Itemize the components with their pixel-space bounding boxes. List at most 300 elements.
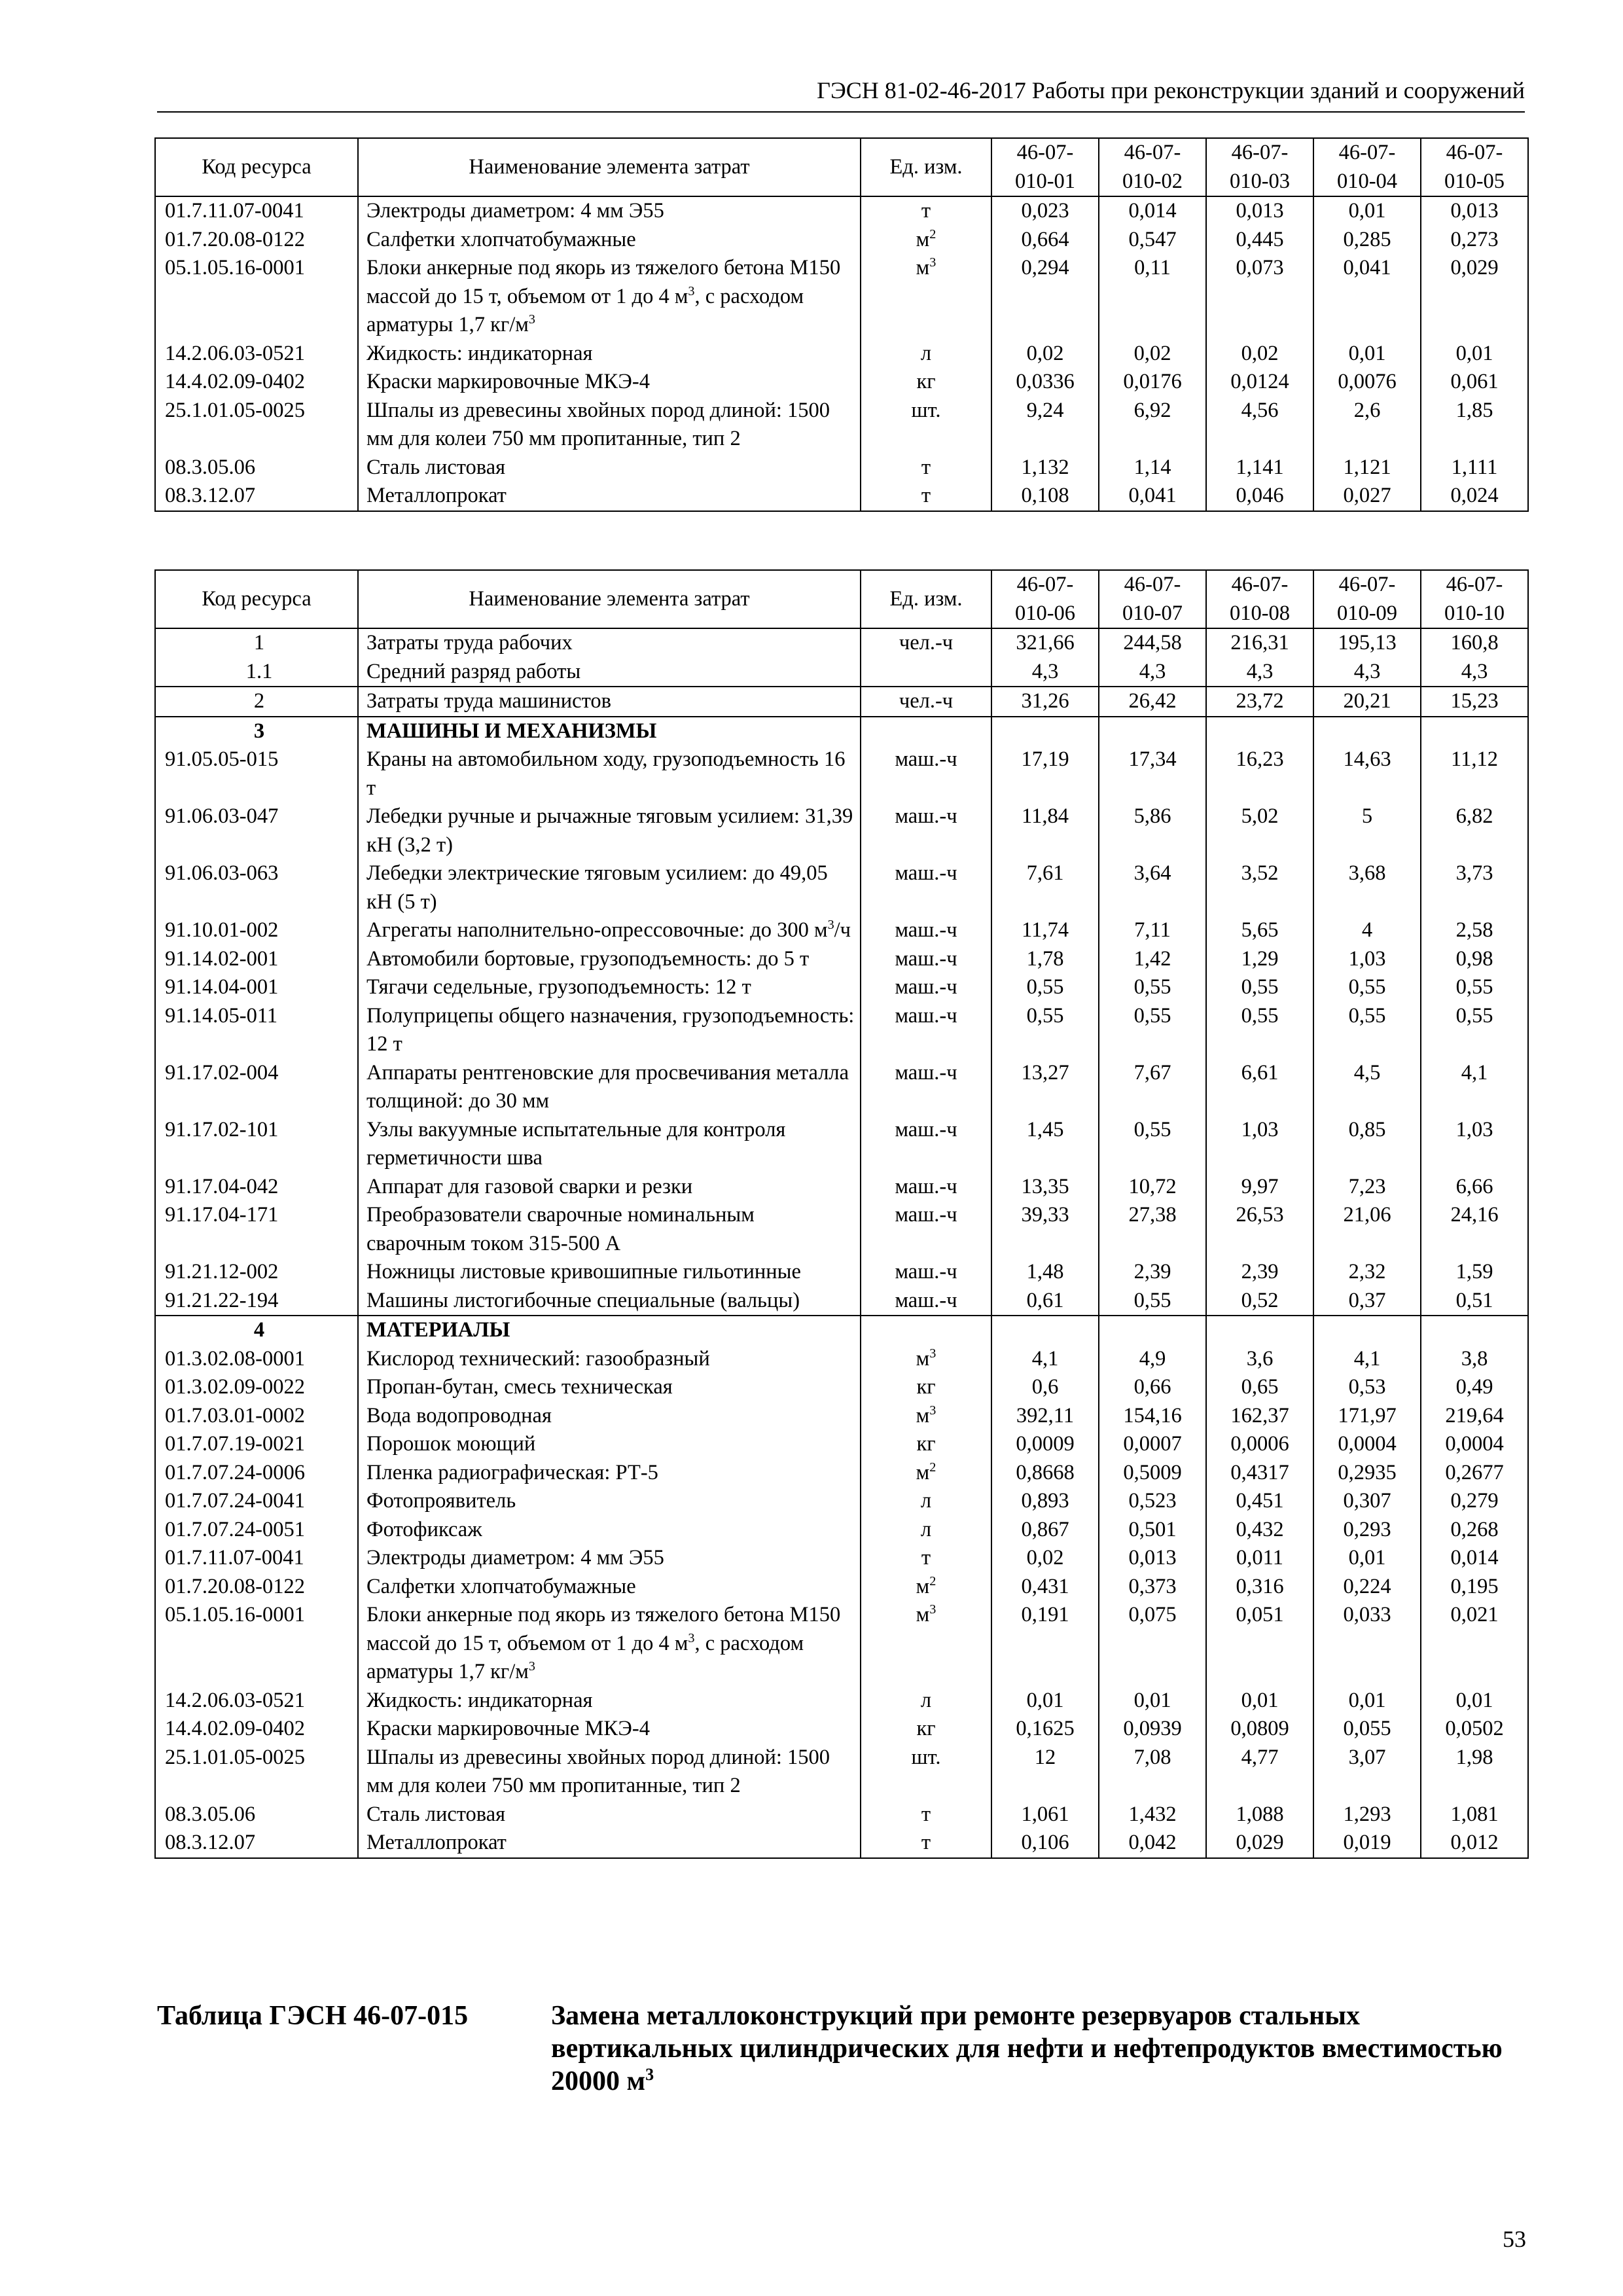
table-row [155, 340, 1528, 368]
value-cell: 1,98 [1421, 1744, 1528, 1801]
resource-code-cell: 08.3.05.06 [155, 1801, 358, 1829]
value-cell: 1,14 [1099, 454, 1206, 482]
resource-code-cell: 1.1 [155, 658, 358, 687]
value-cell: 1,45 [991, 1116, 1099, 1173]
resource-code-cell: 01.7.07.24-0041 [155, 1487, 358, 1516]
table-row [155, 916, 1528, 945]
cost-element-name-cell: Сталь листовая [358, 454, 861, 482]
value-cell: 4,3 [1421, 658, 1528, 687]
value-cell [1206, 1316, 1313, 1345]
value-cell: 0,01 [1313, 1544, 1421, 1573]
unit-cell: $м^2$ [861, 226, 991, 255]
value-cell: 0,451 [1206, 1487, 1313, 1516]
value-cell: 3,07 [1313, 1744, 1421, 1801]
resource-code-cell: 14.4.02.09-0402 [155, 1715, 358, 1744]
unit-cell: маш.-ч [861, 1287, 991, 1316]
value-cell: 0,0004 [1313, 1430, 1421, 1459]
resource-code-cell: 01.7.03.01-0002 [155, 1402, 358, 1431]
value-cell: 0,013 [1421, 196, 1528, 226]
value-cell: 10,72 [1099, 1173, 1206, 1202]
table-row [155, 1516, 1528, 1545]
resource-code-cell: 91.17.02-101 [155, 1116, 358, 1173]
value-cell: 0,501 [1099, 1516, 1206, 1545]
resource-code-cell: 01.7.20.08-0122 [155, 226, 358, 255]
unit-cell: т [861, 482, 991, 511]
cost-element-name-cell: Аппарат для газовой сварки и резки [358, 1173, 861, 1202]
section-row [155, 1316, 1528, 1345]
resource-code-cell: 25.1.01.05-0025 [155, 1744, 358, 1801]
resource-code-cell: 01.7.11.07-0041 [155, 1544, 358, 1573]
resource-code-cell: 01.7.07.24-0051 [155, 1516, 358, 1545]
value-cell [1421, 717, 1528, 746]
value-cell: 0,8668 [991, 1459, 1099, 1488]
value-cell: 0,307 [1313, 1487, 1421, 1516]
value-cell: 392,11 [991, 1402, 1099, 1431]
value-cell: 0,2677 [1421, 1459, 1528, 1488]
table-row [155, 1287, 1528, 1316]
value-cell: 0,0076 [1313, 368, 1421, 397]
value-cell: 0,0502 [1421, 1715, 1528, 1744]
cost-element-name-cell: Порошок моющий [358, 1430, 861, 1459]
value-cell: 17,34 [1099, 745, 1206, 802]
cost-element-name-cell: Агрегаты наполнительно-опрессовочные: до 300 $м^3/ч$ [358, 916, 861, 945]
value-cell: 0,66 [1099, 1373, 1206, 1402]
value-cell: 0,01 [1313, 1687, 1421, 1715]
unit-cell: т [861, 1544, 991, 1573]
value-cell: 0,019 [1313, 1829, 1421, 1858]
cost-element-name-cell: Жидкость: индикаторная [358, 1687, 861, 1715]
table-row [155, 1258, 1528, 1287]
column-header: Наименование элемента затрат [358, 138, 861, 196]
value-cell: 0,01 [1313, 340, 1421, 368]
unit-cell: т [861, 1829, 991, 1858]
unit-cell: маш.-ч [861, 1116, 991, 1173]
resource-code-cell: 01.3.02.09-0022 [155, 1373, 358, 1402]
value-cell: 0,108 [991, 482, 1099, 511]
value-cell: 6,92 [1099, 397, 1206, 454]
cost-element-name-cell: Средний разряд работы [358, 658, 861, 687]
value-cell: 0,023 [991, 196, 1099, 226]
value-cell: 2,39 [1099, 1258, 1206, 1287]
value-cell: 0,55 [1313, 973, 1421, 1002]
unit-cell: $м^3$ [861, 1402, 991, 1431]
value-cell: 0,191 [991, 1601, 1099, 1687]
value-cell: 0,01 [1206, 1687, 1313, 1715]
value-cell: 0,65 [1206, 1373, 1313, 1402]
column-header: 46-07- 010-04 [1313, 138, 1421, 196]
value-cell: 216,31 [1206, 628, 1313, 658]
value-cell: 4,56 [1206, 397, 1313, 454]
resource-code-cell: 01.7.07.19-0021 [155, 1430, 358, 1459]
value-cell: 1,141 [1206, 454, 1313, 482]
value-cell: 1,132 [991, 454, 1099, 482]
value-cell: 4,9 [1099, 1345, 1206, 1374]
unit-cell: $м^3$ [861, 1601, 991, 1687]
value-cell: 7,67 [1099, 1059, 1206, 1116]
cost-element-name-cell: Шпалы из древесины хвойных пород длиной: 1500 мм для колеи 750 мм пропитанные, тип 2 [358, 397, 861, 454]
value-cell: 0,012 [1421, 1829, 1528, 1858]
value-cell: 2,58 [1421, 916, 1528, 945]
value-cell: 0,051 [1206, 1601, 1313, 1687]
value-cell: 4,3 [1206, 658, 1313, 687]
value-cell: 0,55 [1099, 973, 1206, 1002]
value-cell: 4,3 [1313, 658, 1421, 687]
resource-code-cell: 91.10.01-002 [155, 916, 358, 945]
value-cell: 0,61 [991, 1287, 1099, 1316]
value-cell: 0,029 [1206, 1829, 1313, 1858]
caption-title: Замена металлоконструкций при ремонте резервуаров стальных вертикальных цилиндрических для нефти и нефтепродуктов вместимостью 20000 $м^3$ [551, 2001, 1503, 2096]
value-cell [1099, 1316, 1206, 1345]
value-cell: 0,373 [1099, 1573, 1206, 1602]
value-cell: 0,041 [1099, 482, 1206, 511]
cost-element-name-cell: Фотопроявитель [358, 1487, 861, 1516]
value-cell: 0,547 [1099, 226, 1206, 255]
cost-element-name-cell: Краски маркировочные МКЭ-4 [358, 368, 861, 397]
value-cell: 0,5009 [1099, 1459, 1206, 1488]
value-cell: 9,24 [991, 397, 1099, 454]
value-cell: 31,26 [991, 687, 1099, 717]
cost-element-name-cell: Блоки анкерные под якорь из тяжелого бетона М150 массой до 15 т, объемом от 1 до 4 $м^3$, с расходом арматуры 1,7 $кг/м^3$ [358, 254, 861, 340]
value-cell: 0,01 [991, 1687, 1099, 1715]
resource-table-2 [154, 569, 1529, 1859]
value-cell: 0,01 [1313, 196, 1421, 226]
cost-element-name-cell: Пропан-бутан, смесь техническая [358, 1373, 861, 1402]
value-cell: 0,027 [1313, 482, 1421, 511]
value-cell: 0,316 [1206, 1573, 1313, 1602]
value-cell: 0,37 [1313, 1287, 1421, 1316]
resource-code-cell: 25.1.01.05-0025 [155, 397, 358, 454]
value-cell: 0,867 [991, 1516, 1099, 1545]
unit-cell: кг [861, 1373, 991, 1402]
value-cell: 0,073 [1206, 254, 1313, 340]
value-cell: 3,52 [1206, 859, 1313, 916]
cost-element-name-cell: Шпалы из древесины хвойных пород длиной: 1500 мм для колеи 750 мм пропитанные, тип 2 [358, 1744, 861, 1801]
column-header: 46-07- 010-05 [1421, 138, 1528, 196]
cost-element-name-cell: Преобразователи сварочные номинальным сварочным током 315-500 А [358, 1201, 861, 1258]
cost-element-name-cell: Лебедки электрические тяговым усилием: до 49,05 кН (5 т) [358, 859, 861, 916]
table-row [155, 1201, 1528, 1258]
resource-code-cell: 91.21.22-194 [155, 1287, 358, 1316]
value-cell: 0,893 [991, 1487, 1099, 1516]
cost-element-name-cell: Затраты труда рабочих [358, 628, 861, 658]
value-cell: 5,65 [1206, 916, 1313, 945]
table-row [155, 745, 1528, 802]
resource-code-cell: 08.3.12.07 [155, 1829, 358, 1858]
resource-code-cell: 2 [155, 687, 358, 717]
table-row [155, 1345, 1528, 1374]
value-cell: 4,3 [1099, 658, 1206, 687]
unit-cell: маш.-ч [861, 1002, 991, 1059]
value-cell: 4,5 [1313, 1059, 1421, 1116]
value-cell: 13,27 [991, 1059, 1099, 1116]
value-cell: 0,0006 [1206, 1430, 1313, 1459]
value-cell: 1,48 [991, 1258, 1099, 1287]
column-header: Код ресурса [155, 138, 358, 196]
value-cell: 0,042 [1099, 1829, 1206, 1858]
value-cell [1099, 717, 1206, 746]
cost-element-name-cell: Электроды диаметром: 4 мм Э55 [358, 1544, 861, 1573]
page-header [157, 73, 1525, 113]
value-cell [1313, 1316, 1421, 1345]
table-row [155, 1744, 1528, 1801]
value-cell: 20,21 [1313, 687, 1421, 717]
value-cell: 27,38 [1099, 1201, 1206, 1258]
value-cell: 0,55 [1099, 1116, 1206, 1173]
resource-code-cell: 91.17.04-171 [155, 1201, 358, 1258]
value-cell: 1,088 [1206, 1801, 1313, 1829]
value-cell: 0,01 [1421, 340, 1528, 368]
value-cell: 4,77 [1206, 1744, 1313, 1801]
value-cell: 13,35 [991, 1173, 1099, 1202]
column-header: 46-07- 010-09 [1313, 570, 1421, 628]
value-cell: 0,268 [1421, 1516, 1528, 1545]
value-cell: 0,4317 [1206, 1459, 1313, 1488]
unit-cell: шт. [861, 1744, 991, 1801]
value-cell: 160,8 [1421, 628, 1528, 658]
value-cell: 21,06 [1313, 1201, 1421, 1258]
value-cell: 0,55 [1099, 1287, 1206, 1316]
value-cell: 1,111 [1421, 454, 1528, 482]
value-cell: 321,66 [991, 628, 1099, 658]
value-cell: 0,029 [1421, 254, 1528, 340]
table-header-row [155, 138, 1528, 196]
value-cell: 7,61 [991, 859, 1099, 916]
value-cell: 1,29 [1206, 945, 1313, 974]
unit-cell: маш.-ч [861, 945, 991, 974]
table-row [155, 1715, 1528, 1744]
value-cell: 7,23 [1313, 1173, 1421, 1202]
unit-cell: кг [861, 1715, 991, 1744]
resource-code-cell: 91.21.12-002 [155, 1258, 358, 1287]
value-cell: 0,0004 [1421, 1430, 1528, 1459]
value-cell: 1,42 [1099, 945, 1206, 974]
value-cell: 0,0124 [1206, 368, 1313, 397]
value-cell: 0,024 [1421, 482, 1528, 511]
unit-cell: $м^2$ [861, 1459, 991, 1488]
unit-cell: маш.-ч [861, 973, 991, 1002]
value-cell: 0,106 [991, 1829, 1099, 1858]
value-cell: 26,53 [1206, 1201, 1313, 1258]
unit-cell: т [861, 1801, 991, 1829]
value-cell: 1,03 [1313, 945, 1421, 974]
table-row [155, 254, 1528, 340]
cost-element-name-cell: Металлопрокат [358, 1829, 861, 1858]
value-cell: 0,0809 [1206, 1715, 1313, 1744]
value-cell [991, 717, 1099, 746]
table-row [155, 1829, 1528, 1858]
value-cell: 9,97 [1206, 1173, 1313, 1202]
value-cell: 3,64 [1099, 859, 1206, 916]
resource-code-cell: 4 [155, 1316, 358, 1345]
value-cell [1313, 717, 1421, 746]
cost-element-name-cell: Металлопрокат [358, 482, 861, 511]
unit-cell: маш.-ч [861, 1059, 991, 1116]
page-number: 53 [1503, 2226, 1526, 2252]
cost-element-name-cell: Пленка радиографическая: РТ-5 [358, 1459, 861, 1488]
value-cell: 2,39 [1206, 1258, 1313, 1287]
value-cell: 0,01 [1421, 1687, 1528, 1715]
resource-code-cell: 91.14.04-001 [155, 973, 358, 1002]
unit-cell: $м^3$ [861, 254, 991, 340]
value-cell: 0,2935 [1313, 1459, 1421, 1488]
value-cell: 0,55 [1099, 1002, 1206, 1059]
value-cell: 0,02 [991, 340, 1099, 368]
table-row [155, 1116, 1528, 1173]
unit-cell: чел.-ч [861, 687, 991, 717]
value-cell: 1,293 [1313, 1801, 1421, 1829]
value-cell: 0,033 [1313, 1601, 1421, 1687]
value-cell: 0,055 [1313, 1715, 1421, 1744]
value-cell: 0,021 [1421, 1601, 1528, 1687]
value-cell: 14,63 [1313, 745, 1421, 802]
value-cell: 0,293 [1313, 1516, 1421, 1545]
resource-code-cell: 08.3.05.06 [155, 454, 358, 482]
value-cell: 11,74 [991, 916, 1099, 945]
resource-code-cell: 14.4.02.09-0402 [155, 368, 358, 397]
value-cell: 0,279 [1421, 1487, 1528, 1516]
unit-cell [861, 658, 991, 687]
column-header: Код ресурса [155, 570, 358, 628]
table-row [155, 196, 1528, 226]
unit-cell: маш.-ч [861, 859, 991, 916]
table-row [155, 1459, 1528, 1488]
unit-cell: маш.-ч [861, 1258, 991, 1287]
table-row [155, 1687, 1528, 1715]
table-row [155, 802, 1528, 859]
value-cell: 0,55 [1313, 1002, 1421, 1059]
value-cell: 4 [1313, 916, 1421, 945]
unit-cell: $м^3$ [861, 1345, 991, 1374]
value-cell: 1,121 [1313, 454, 1421, 482]
value-cell: 0,195 [1421, 1573, 1528, 1602]
value-cell: 0,432 [1206, 1516, 1313, 1545]
value-cell: 1,78 [991, 945, 1099, 974]
cost-element-name-cell: Тягачи седельные, грузоподъемность: 12 т [358, 973, 861, 1002]
value-cell: 0,014 [1421, 1544, 1528, 1573]
value-cell: 0,1625 [991, 1715, 1099, 1744]
value-cell: 0,041 [1313, 254, 1421, 340]
value-cell: 0,02 [1099, 340, 1206, 368]
value-cell: 0,11 [1099, 254, 1206, 340]
unit-cell [861, 717, 991, 746]
value-cell: 6,66 [1421, 1173, 1528, 1202]
value-cell: 0,55 [1206, 1002, 1313, 1059]
value-cell: 0,49 [1421, 1373, 1528, 1402]
value-cell: 0,98 [1421, 945, 1528, 974]
value-cell: 0,52 [1206, 1287, 1313, 1316]
value-cell: 0,285 [1313, 226, 1421, 255]
value-cell [1421, 1316, 1528, 1345]
value-cell: 4,1 [991, 1345, 1099, 1374]
value-cell: 0,061 [1421, 368, 1528, 397]
resource-code-cell: 14.2.06.03-0521 [155, 1687, 358, 1715]
resource-code-cell: 91.06.03-047 [155, 802, 358, 859]
cost-element-name-cell: МАТЕРИАЛЫ [358, 1316, 861, 1345]
cost-element-name-cell: Сталь листовая [358, 1801, 861, 1829]
value-cell: 3,68 [1313, 859, 1421, 916]
value-cell: 0,55 [991, 1002, 1099, 1059]
value-cell: 4,3 [991, 658, 1099, 687]
value-cell: 5,02 [1206, 802, 1313, 859]
cost-element-name-cell: Краски маркировочные МКЭ-4 [358, 1715, 861, 1744]
resource-code-cell: 1 [155, 628, 358, 658]
value-cell [1206, 717, 1313, 746]
resource-code-cell: 3 [155, 717, 358, 746]
value-cell: 1,59 [1421, 1258, 1528, 1287]
table-row [155, 454, 1528, 482]
value-cell: 0,0336 [991, 368, 1099, 397]
resource-code-cell: 91.06.03-063 [155, 859, 358, 916]
table-row [155, 1430, 1528, 1459]
resource-code-cell: 05.1.05.16-0001 [155, 1601, 358, 1687]
unit-cell: маш.-ч [861, 745, 991, 802]
value-cell: 3,6 [1206, 1345, 1313, 1374]
value-cell: 17,19 [991, 745, 1099, 802]
value-cell: 0,011 [1206, 1544, 1313, 1573]
table-row [155, 1373, 1528, 1402]
cost-element-name-cell: Машины листогибочные специальные (вальцы) [358, 1287, 861, 1316]
value-cell: 0,0939 [1099, 1715, 1206, 1744]
value-cell: 0,6 [991, 1373, 1099, 1402]
value-cell: 7,11 [1099, 916, 1206, 945]
value-cell: 16,23 [1206, 745, 1313, 802]
value-cell: 3,73 [1421, 859, 1528, 916]
table-row [155, 1573, 1528, 1602]
cost-element-name-cell: Затраты труда машинистов [358, 687, 861, 717]
value-cell: 0,55 [1206, 973, 1313, 1002]
value-cell: 1,85 [1421, 397, 1528, 454]
cost-element-name-cell: Лебедки ручные и рычажные тяговым усилием: 31,39 кН (3,2 т) [358, 802, 861, 859]
resource-code-cell: 91.05.05-015 [155, 745, 358, 802]
value-cell: 6,61 [1206, 1059, 1313, 1116]
unit-cell: маш.-ч [861, 802, 991, 859]
table-row [155, 658, 1528, 687]
cost-element-name-cell: Ножницы листовые кривошипные гильотинные [358, 1258, 861, 1287]
resource-table-1 [154, 137, 1529, 512]
value-cell: 244,58 [1099, 628, 1206, 658]
column-header: 46-07- 010-08 [1206, 570, 1313, 628]
value-cell: 2,32 [1313, 1258, 1421, 1287]
unit-cell: т [861, 454, 991, 482]
value-cell: 12 [991, 1744, 1099, 1801]
value-cell: 6,82 [1421, 802, 1528, 859]
unit-cell: л [861, 1687, 991, 1715]
resource-code-cell: 91.14.05-011 [155, 1002, 358, 1059]
value-cell: 0,55 [991, 973, 1099, 1002]
column-header: Ед. изм. [861, 570, 991, 628]
value-cell: 0,075 [1099, 1601, 1206, 1687]
value-cell: 3,8 [1421, 1345, 1528, 1374]
column-header: 46-07- 010-01 [991, 138, 1099, 196]
value-cell [991, 1316, 1099, 1345]
value-cell: 24,16 [1421, 1201, 1528, 1258]
value-cell: 2,6 [1313, 397, 1421, 454]
value-cell: 0,0009 [991, 1430, 1099, 1459]
table-row [155, 687, 1528, 717]
value-cell: 0,523 [1099, 1487, 1206, 1516]
value-cell: 171,97 [1313, 1402, 1421, 1431]
unit-cell: т [861, 196, 991, 226]
unit-cell: маш.-ч [861, 1173, 991, 1202]
resource-code-cell: 91.14.02-001 [155, 945, 358, 974]
cost-element-name-cell: Кислород технический: газообразный [358, 1345, 861, 1374]
column-header: 46-07- 010-07 [1099, 570, 1206, 628]
value-cell: 0,013 [1099, 1544, 1206, 1573]
value-cell: 26,42 [1099, 687, 1206, 717]
value-cell: 0,02 [1206, 340, 1313, 368]
value-cell: 5 [1313, 802, 1421, 859]
value-cell: 0,55 [1421, 1002, 1528, 1059]
